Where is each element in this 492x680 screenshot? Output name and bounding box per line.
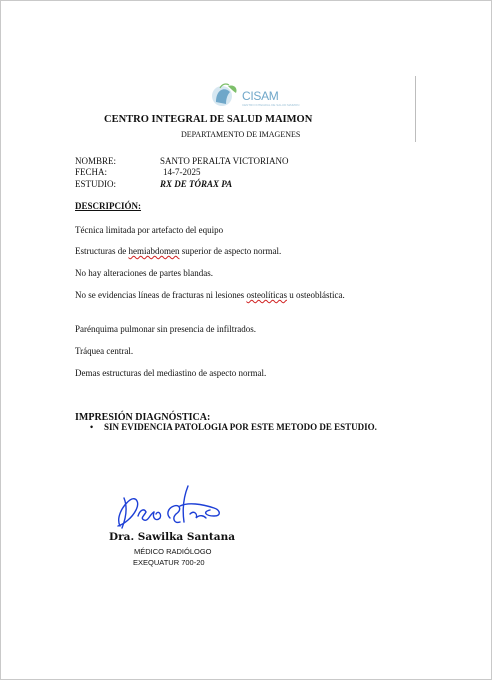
finding-paragraph: No hay alteraciones de partes blandas. xyxy=(75,268,213,278)
misspelled-word: osteolíticas xyxy=(246,290,287,300)
logo-wordmark: CISAM xyxy=(242,89,279,103)
name-value: SANTO PERALTA VICTORIANO xyxy=(160,156,289,166)
department-title: DEPARTAMENTO DE IMAGENES xyxy=(181,130,301,139)
signer-exequatur: EXEQUATUR 700-20 xyxy=(133,558,205,567)
right-margin-guide xyxy=(415,76,416,142)
logo-subtext: CENTRO INTEGRAL DE SALUD MAIMON xyxy=(242,103,300,107)
impression-text: SIN EVIDENCIA PATOLOGIA POR ESTE METODO DE ESTUDIO. xyxy=(104,422,377,432)
text-run: superior de aspecto normal. xyxy=(179,246,282,256)
name-label: NOMBRE: xyxy=(75,156,117,166)
text-run: Estructuras de xyxy=(75,246,129,256)
signer-name: Dra. Sawilka Santana xyxy=(109,531,235,543)
study-value: RX DE TÓRAX PA xyxy=(160,179,233,189)
study-label: ESTUDIO: xyxy=(75,179,116,189)
finding-paragraph: Parénquima pulmonar sin presencia de infiltrados. xyxy=(75,324,256,334)
date-label: FECHA: xyxy=(75,167,108,177)
finding-paragraph xyxy=(75,245,375,257)
description-heading: DESCRIPCIÓN: xyxy=(75,201,142,211)
text-run: u osteoblástica. xyxy=(286,290,345,300)
finding-paragraph: Demas estructuras del mediastino de aspecto normal. xyxy=(75,368,267,378)
organization-title: CENTRO INTEGRAL DE SALUD MAIMON xyxy=(104,114,313,125)
patient-name-row xyxy=(75,156,288,166)
handwritten-signature xyxy=(110,478,230,534)
finding-paragraph xyxy=(75,289,375,301)
text-run: No se evidencias líneas de fracturas ni lesiones xyxy=(75,290,247,300)
signer-title: MÉDICO RADIÓLOGO xyxy=(134,547,212,556)
misspelled-word: hemiabdomen xyxy=(128,246,180,256)
date-row xyxy=(75,167,201,177)
finding-paragraph: Técnica limitada por artefacto del equipo xyxy=(75,225,224,235)
study-row xyxy=(75,179,232,189)
impression-heading: IMPRESIÓN DIAGNÓSTICA: xyxy=(75,412,211,423)
bullet-icon: • xyxy=(90,422,94,432)
finding-paragraph: Tráquea central. xyxy=(75,346,134,356)
date-value: 14-7-2025 xyxy=(163,167,201,177)
impression-list-item xyxy=(90,422,377,432)
